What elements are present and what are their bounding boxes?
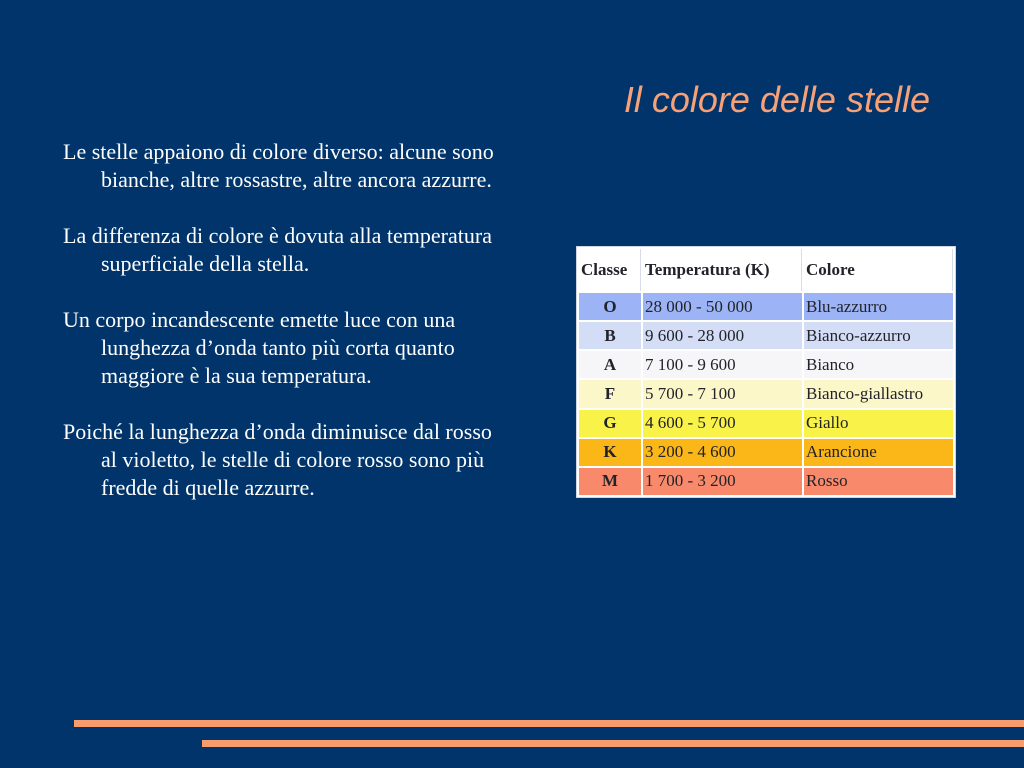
cell-colore: Arancione xyxy=(804,439,953,466)
column-header-classe: Classe xyxy=(579,249,641,291)
cell-classe: M xyxy=(579,468,641,495)
decorative-stripe-lower xyxy=(202,740,1024,747)
cell-temperatura: 3 200 - 4 600 xyxy=(643,439,802,466)
cell-temperatura: 28 000 - 50 000 xyxy=(643,293,802,320)
cell-colore: Giallo xyxy=(804,410,953,437)
paragraph: Un corpo incandescente emette luce con una lunghezza d’onda tanto più corta quanto maggiore è la sua temperatura. xyxy=(63,307,456,388)
cell-temperatura: 1 700 - 3 200 xyxy=(643,468,802,495)
cell-temperatura: 9 600 - 28 000 xyxy=(643,322,802,349)
cell-temperatura: 4 600 - 5 700 xyxy=(643,410,802,437)
cell-colore: Bianco-giallastro xyxy=(804,380,953,407)
table-row xyxy=(579,293,953,320)
column-header-temperatura: Temperatura (K) xyxy=(643,249,802,291)
cell-colore: Rosso xyxy=(804,468,953,495)
paragraph: La differenza di colore è dovuta alla temperatura superficiale della stella. xyxy=(63,223,492,276)
table-row xyxy=(579,351,953,378)
star-class-table xyxy=(576,246,956,498)
paragraph: Poiché la lunghezza d’onda diminuisce dal rosso al violetto, le stelle di colore rosso sono più fredde di quelle azzurre. xyxy=(63,419,492,500)
cell-colore: Bianco xyxy=(804,351,953,378)
cell-colore: Blu-azzurro xyxy=(804,293,953,320)
cell-classe: B xyxy=(579,322,641,349)
cell-classe: O xyxy=(579,293,641,320)
cell-classe: K xyxy=(579,439,641,466)
slide-title: Il colore delle stelle xyxy=(623,79,930,120)
cell-classe: F xyxy=(579,380,641,407)
star-table xyxy=(577,247,955,497)
table-row xyxy=(579,468,953,495)
table-header-row xyxy=(579,249,953,291)
table-row xyxy=(579,439,953,466)
cell-temperatura: 7 100 - 9 600 xyxy=(643,351,802,378)
table-row xyxy=(579,322,953,349)
table-row xyxy=(579,410,953,437)
cell-colore: Bianco-azzurro xyxy=(804,322,953,349)
column-header-colore: Colore xyxy=(804,249,953,291)
cell-classe: G xyxy=(579,410,641,437)
table-row xyxy=(579,380,953,407)
paragraph: Le stelle appaiono di colore diverso: alcune sono bianche, altre rossastre, altre ancora azzurre. xyxy=(63,139,494,192)
decorative-stripe-upper xyxy=(74,720,1024,727)
slide-body xyxy=(63,138,503,530)
cell-temperatura: 5 700 - 7 100 xyxy=(643,380,802,407)
cell-classe: A xyxy=(579,351,641,378)
